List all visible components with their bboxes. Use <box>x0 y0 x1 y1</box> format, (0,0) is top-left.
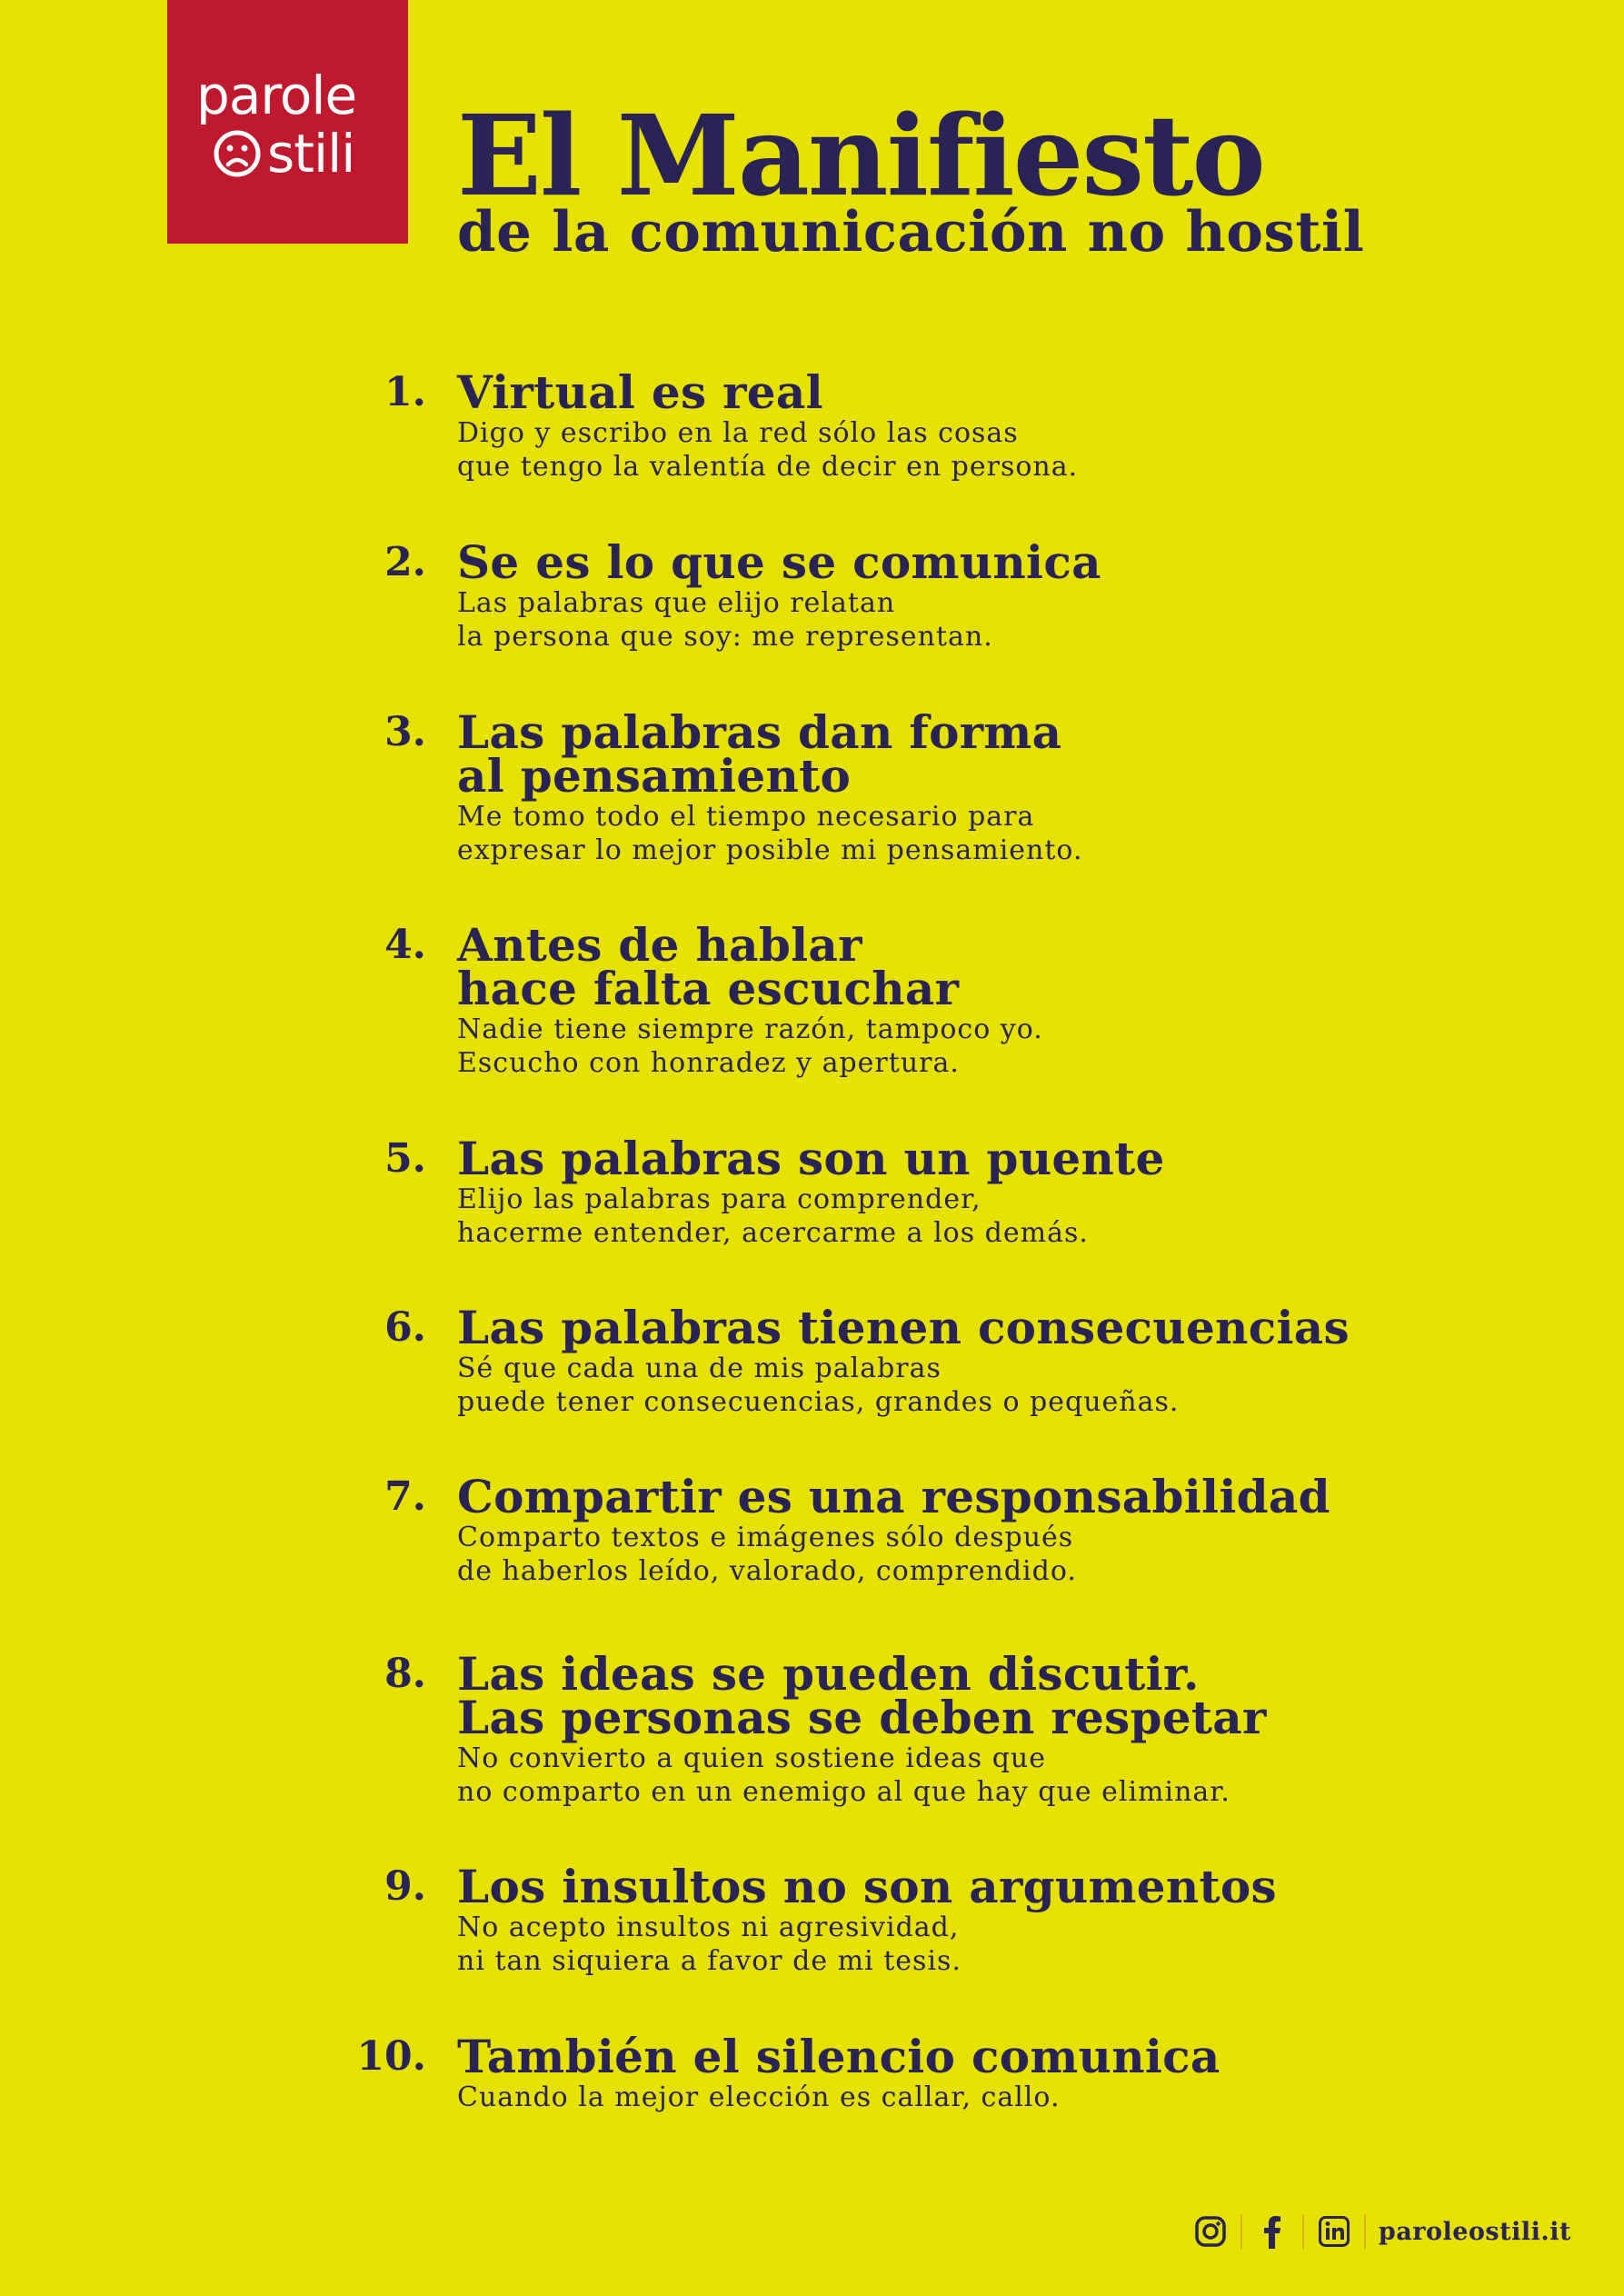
item-title-line: Antes de hablar <box>457 918 862 972</box>
item-title-line: Compartir es una responsabilidad <box>457 1470 1330 1523</box>
item-number: 3. <box>384 709 426 755</box>
footer-divider <box>1302 2214 1304 2249</box>
logo-line2-text: stili <box>267 123 355 185</box>
item-title <box>457 535 1101 589</box>
item-body-line: no comparto en un enemigo al que hay que eliminar. <box>457 1776 1230 1808</box>
item-body-line: Las palabras que elijo relatan <box>457 587 896 619</box>
item-body-line: expresar lo mejor posible mi pensamiento. <box>457 834 1083 866</box>
item-body-line: Escucho con honradez y apertura. <box>457 1047 960 1079</box>
item-title <box>457 365 823 419</box>
item-title-line: Las personas se deben respetar <box>457 1691 1267 1744</box>
item-body <box>457 416 1078 484</box>
item-body <box>457 1521 1077 1588</box>
item-number: 10. <box>356 2033 426 2080</box>
item-title-line: Las palabras tienen consecuencias <box>457 1301 1350 1354</box>
footer-divider <box>1240 2214 1242 2249</box>
item-body-line: ni tan siquiera a favor de mi tesis. <box>457 1945 961 1977</box>
item-body-line: Me tomo todo el tiempo necesario para <box>457 801 1035 833</box>
item-body-line: No acepto insultos ni agresividad, <box>457 1912 960 1943</box>
item-body <box>457 1911 961 1978</box>
website-link[interactable]: paroleostili.it <box>1378 2217 1571 2246</box>
item-body-line: Comparto textos e imágenes sólo después <box>457 1522 1074 1553</box>
item-title <box>457 918 960 1015</box>
item-title <box>457 1470 1330 1523</box>
item-title-line: Se es lo que se comunica <box>457 535 1101 589</box>
item-body <box>457 1352 1179 1419</box>
instagram-icon[interactable] <box>1193 2214 1228 2249</box>
item-title-line: También el silencio comunica <box>457 2030 1220 2083</box>
item-number: 9. <box>384 1863 426 1910</box>
facebook-icon[interactable] <box>1255 2214 1290 2249</box>
item-title-line: Los insultos no son argumentos <box>457 1860 1277 1913</box>
item-title <box>457 1132 1165 1185</box>
logo-line1: parole <box>196 65 357 126</box>
item-number: 4. <box>384 922 426 968</box>
item-title <box>457 705 1062 803</box>
item-body <box>457 2081 1060 2114</box>
item-title <box>457 1860 1277 1913</box>
item-body-line: puede tener consecuencias, grandes o pequeñas. <box>457 1386 1180 1418</box>
item-body <box>457 586 993 654</box>
logo-line2 <box>213 124 354 184</box>
item-number: 8. <box>384 1651 426 1697</box>
item-number: 2. <box>384 539 426 585</box>
brand-logo <box>167 0 408 244</box>
item-title-line: hace falta escuchar <box>457 962 960 1015</box>
item-number: 6. <box>384 1304 426 1351</box>
linkedin-icon[interactable] <box>1317 2214 1351 2249</box>
item-title <box>457 1647 1267 1744</box>
item-body-line: No convierto a quien sostiene ideas que <box>457 1742 1046 1774</box>
item-body <box>457 1013 1043 1080</box>
item-title-line: al pensamiento <box>457 749 852 803</box>
item-title <box>457 2030 1220 2083</box>
item-body-line: hacerme entender, acercarme a los demás. <box>457 1217 1089 1249</box>
item-body-line: Sé que cada una de mis palabras <box>457 1353 942 1384</box>
item-body-line: la persona que soy: me representan. <box>457 621 993 653</box>
item-body-line: Cuando la mejor elección es callar, callo. <box>457 2081 1061 2113</box>
item-body-line: de haberlos leído, valorado, comprendido. <box>457 1555 1077 1587</box>
item-body-line: Elijo las palabras para comprender, <box>457 1183 981 1215</box>
item-body <box>457 1183 1089 1250</box>
page-subtitle: de la comunicación no hostil <box>457 200 1365 265</box>
item-number: 7. <box>384 1473 426 1520</box>
item-body <box>457 800 1083 867</box>
item-title-line: Las palabras son un puente <box>457 1132 1165 1185</box>
item-body <box>457 1742 1230 1809</box>
page-title: El Manifiesto <box>457 90 1264 221</box>
item-title <box>457 1301 1350 1354</box>
item-title-line: Virtual es real <box>457 365 823 419</box>
item-body-line: que tengo la valentía de decir en persona. <box>457 451 1079 483</box>
item-number: 5. <box>384 1135 426 1182</box>
item-title-line: Las palabras dan forma <box>457 705 1062 759</box>
item-number: 1. <box>384 369 426 415</box>
sad-face-icon <box>213 129 262 178</box>
item-title-line: Las ideas se pueden discutir. <box>457 1647 1200 1701</box>
footer-social <box>1193 2209 1571 2254</box>
footer-divider <box>1364 2214 1366 2249</box>
item-body-line: Digo y escribo en la red sólo las cosas <box>457 417 1019 449</box>
item-body-line: Nadie tiene siempre razón, tampoco yo. <box>457 1013 1043 1045</box>
